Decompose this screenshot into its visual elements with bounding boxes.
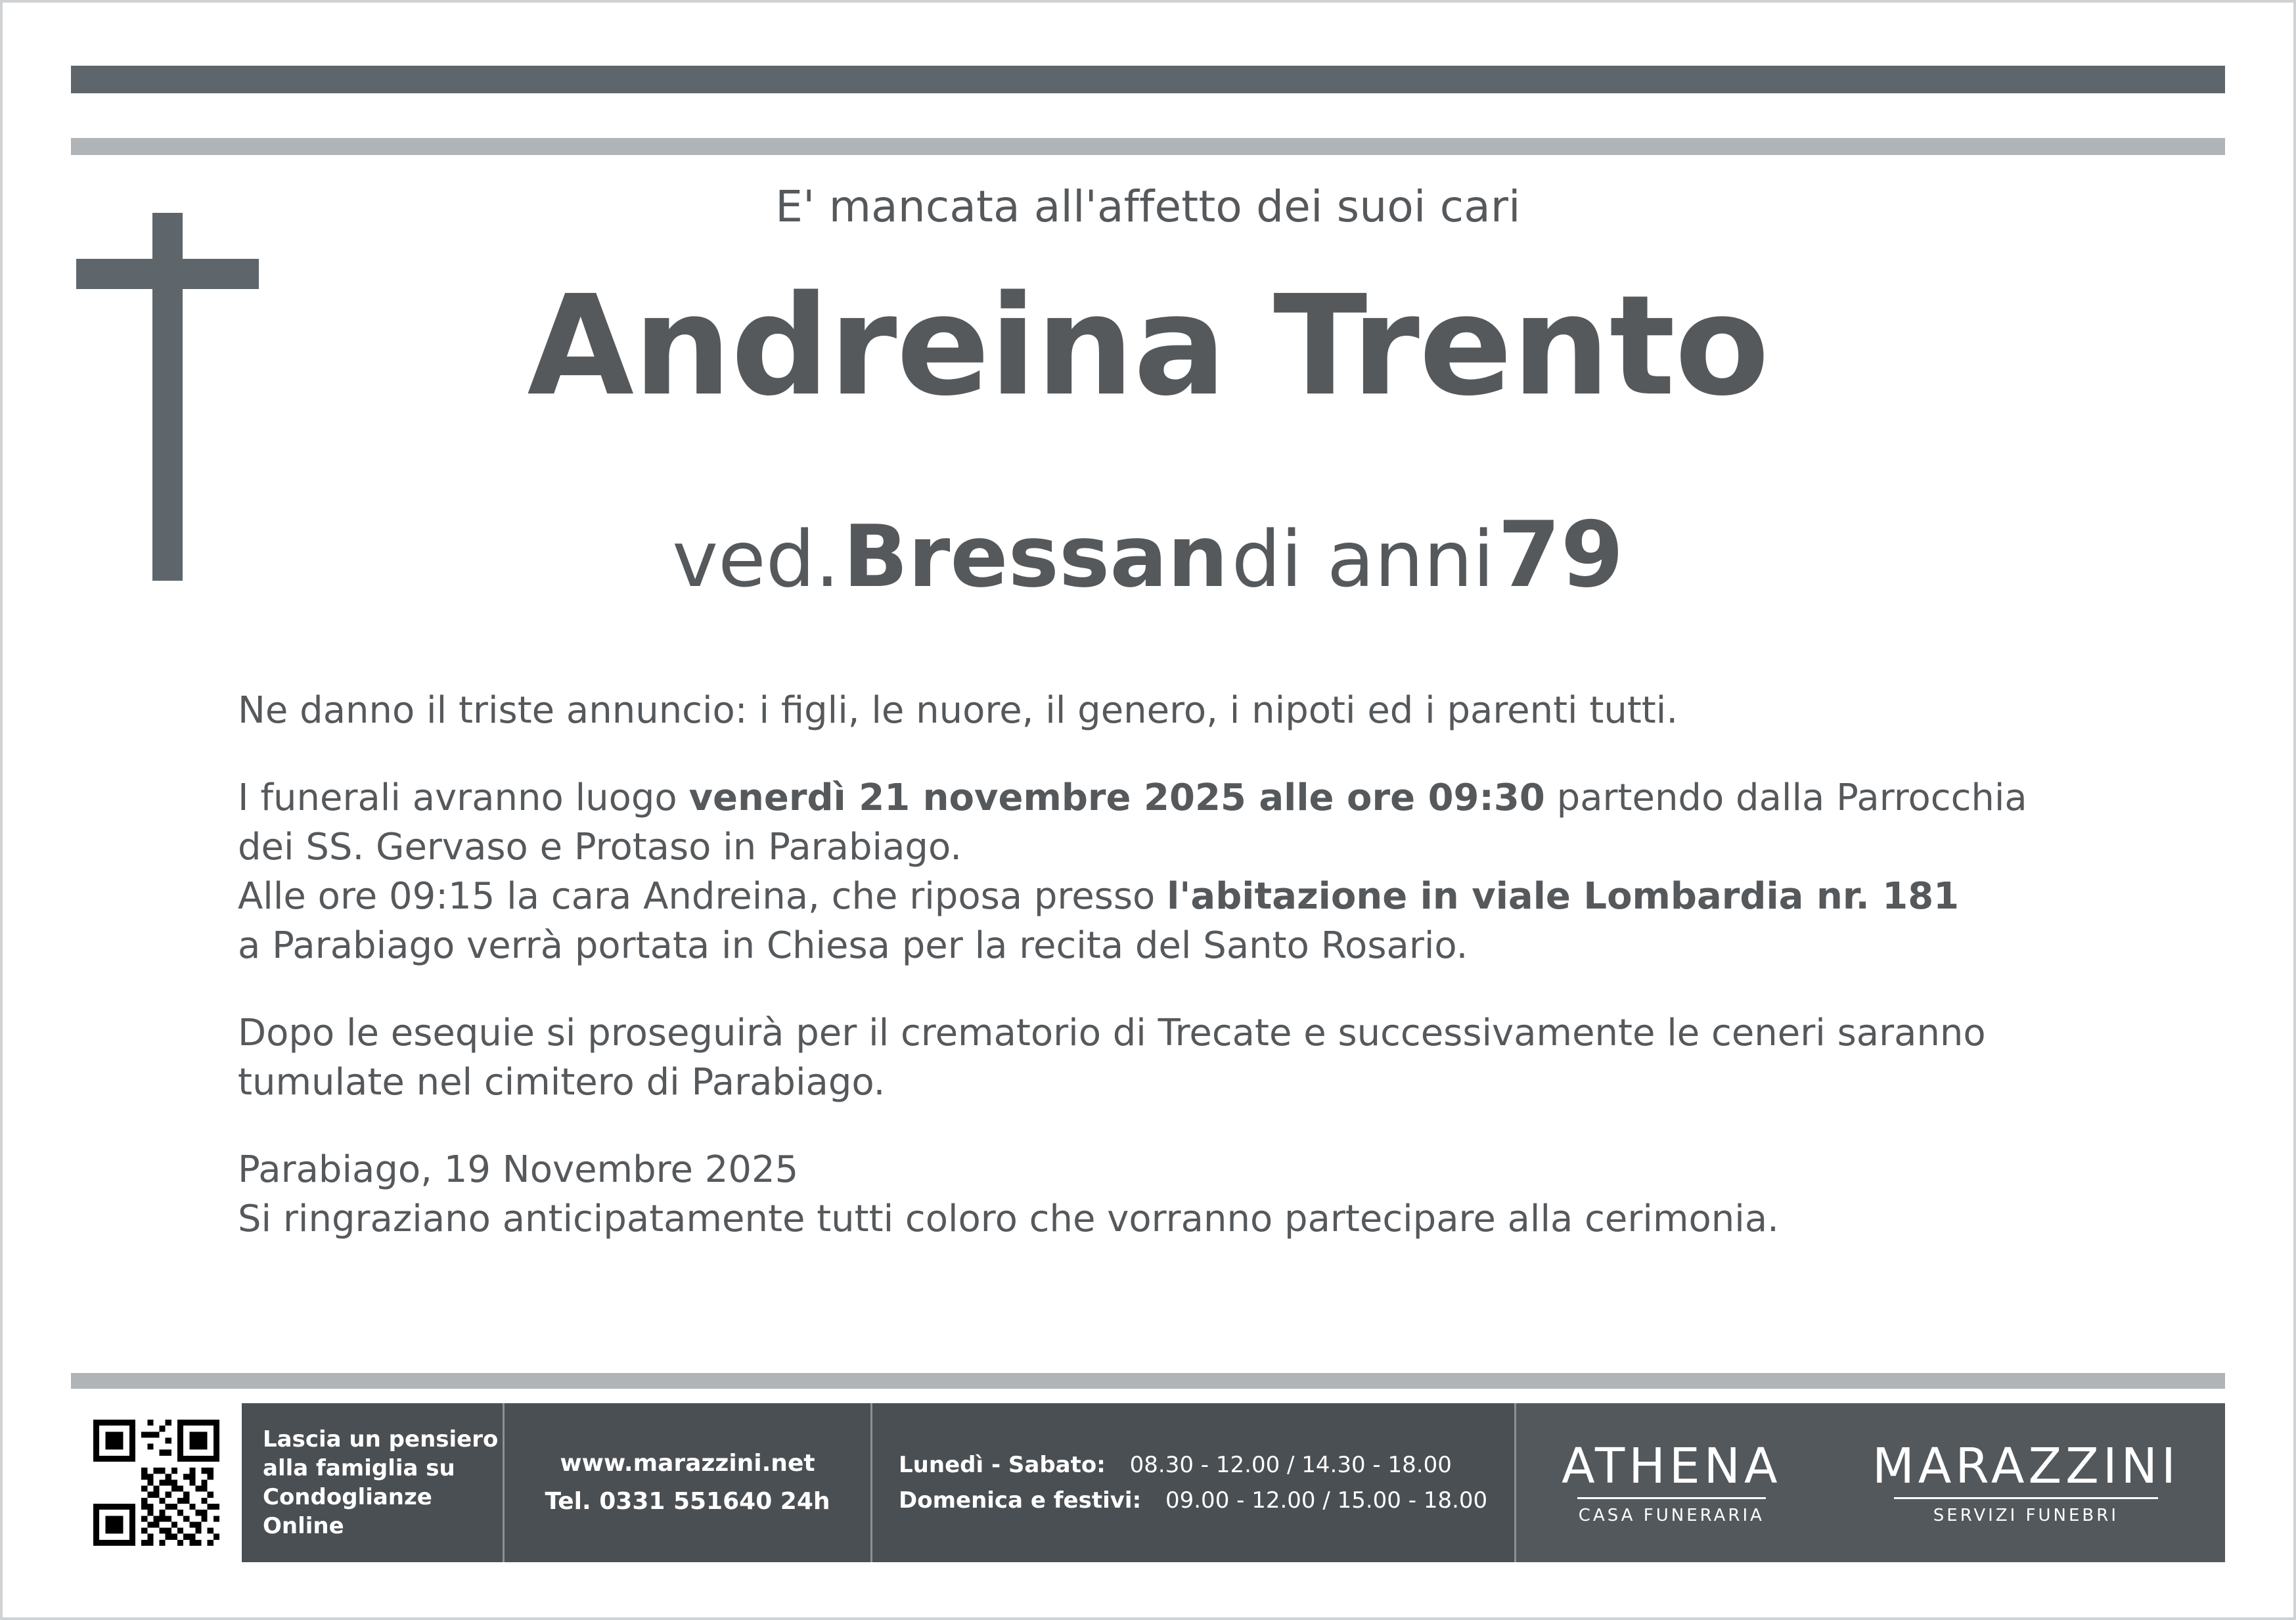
- hours-value: 09.00 - 12.00 / 15.00 - 18.00: [1165, 1487, 1488, 1514]
- place-date: Parabiago, 19 Novembre 2025: [238, 1148, 799, 1192]
- cremation-line-2: tumulate nel cimitero di Parabiago.: [238, 1061, 886, 1104]
- website-link[interactable]: www.marazzini.net: [560, 1450, 815, 1477]
- contact-cell: [505, 1403, 872, 1562]
- announcement-preline: E' mancata all'affetto dei suoi cari: [775, 181, 1521, 232]
- condolences-text: Lascia un pensiero alla famiglia su Condoglianze Online: [263, 1426, 499, 1540]
- deceased-subtitle: [3, 502, 2293, 608]
- qr-cell: [71, 1403, 242, 1562]
- widow-label: ved.: [672, 514, 840, 604]
- qr-code-icon[interactable]: [93, 1420, 219, 1546]
- opening-hours-cell: [872, 1403, 1516, 1562]
- funeral-line-2: dei SS. Gervaso e Protaso in Parabiago.: [238, 826, 962, 869]
- deceased-name: Andreina Trento: [527, 265, 1769, 426]
- funeral-line-1-post: partendo dalla Parrocchia: [1544, 776, 2027, 820]
- top-rule-light: [71, 138, 2225, 155]
- phone-number[interactable]: Tel. 0331 551640 24h: [545, 1488, 830, 1515]
- funeral-line-3-pre: Alle ore 09:15 la cara Andreina, che riposa presso: [238, 875, 1167, 918]
- logo-marazzini-name: MARAZZINI: [1872, 1437, 2180, 1495]
- age-label: di anni: [1231, 514, 1495, 604]
- age-value: 79: [1497, 502, 1624, 608]
- thanks-line: Si ringraziano anticipatamente tutti coloro che vorranno partecipare alla cerimonia.: [238, 1198, 1779, 1241]
- cremation-line-1: Dopo le esequie si proseguirà per il crematorio di Trecate e successivamente le ceneri saranno: [238, 1012, 1986, 1055]
- hours-value: 08.30 - 12.00 / 14.30 - 18.00: [1129, 1451, 1452, 1478]
- hours-label: Lunedì - Sabato:: [899, 1451, 1106, 1478]
- hours-label: Domenica e festivi:: [899, 1487, 1142, 1514]
- hours-row: [899, 1447, 1514, 1483]
- logos-cell: [1516, 1403, 2225, 1562]
- funeral-line-1-pre: I funerali avranno luogo: [238, 776, 689, 820]
- family-line: Ne danno il triste annuncio: i figli, le nuore, il genero, i nipoti ed i parenti tutti.: [238, 689, 1678, 732]
- funeral-line-1: [238, 773, 2129, 822]
- logo-athena-bar: [1577, 1497, 1767, 1499]
- footer-bar: [71, 1403, 2225, 1562]
- logo-athena-name: ATHENA: [1562, 1437, 1782, 1495]
- condolences-cell[interactable]: [242, 1403, 505, 1562]
- hours-row: [899, 1483, 1514, 1518]
- top-rule-dark: [71, 66, 2225, 93]
- married-surname: Bressan: [843, 506, 1228, 606]
- funeral-datetime: venerdì 21 novembre 2025 alle ore 09:30: [688, 776, 1545, 820]
- logo-marazzini-sub: SERVIZI FUNEBRI: [1933, 1505, 2119, 1525]
- repose-address: l'abitazione in viale Lombardia nr. 181: [1167, 875, 1960, 918]
- logo-marazzini-bar: [1894, 1497, 2158, 1499]
- logo-marazzini: [1872, 1437, 2180, 1525]
- funeral-line-3: [238, 872, 2129, 921]
- announcement-body: [238, 686, 2129, 1244]
- funeral-line-4: a Parabiago verrà portata in Chiesa per la recita del Santo Rosario.: [238, 924, 1468, 968]
- bottom-rule-light: [71, 1373, 2225, 1389]
- logo-athena-sub: CASA FUNERARIA: [1578, 1505, 1765, 1525]
- logo-athena: [1562, 1437, 1782, 1525]
